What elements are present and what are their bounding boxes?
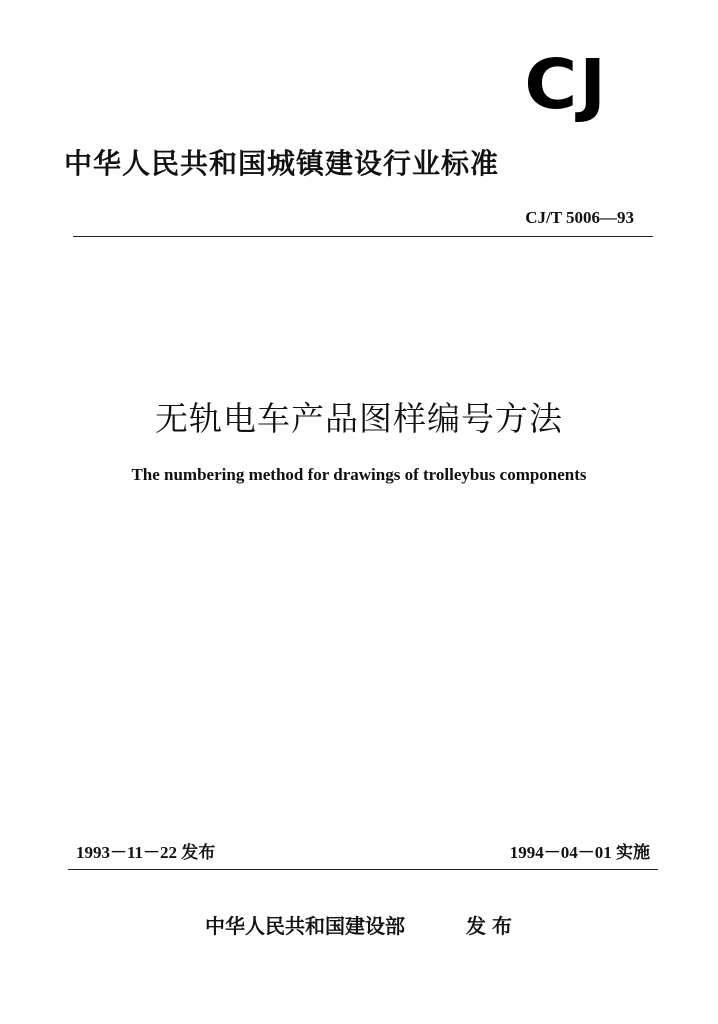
cj-logo: CJ — [524, 44, 608, 124]
issuing-standard-category: 中华人民共和国城镇建设行业标准 — [64, 147, 500, 180]
publisher-action: 发布 — [466, 914, 518, 938]
document-title-zh: 无轨电车产品图样编号方法 — [155, 399, 563, 438]
header-divider — [73, 236, 653, 237]
publisher-name: 中华人民共和国建设部 — [205, 914, 405, 938]
implementation-date: 1994－04－01 实施 — [509, 843, 650, 862]
document-title-en: The numbering method for drawings of trolleybus components — [131, 465, 587, 484]
standard-number: CJ/T 5006—93 — [525, 208, 634, 227]
issue-date: 1993－11－22 发布 — [76, 843, 216, 862]
footer-divider — [68, 869, 658, 870]
